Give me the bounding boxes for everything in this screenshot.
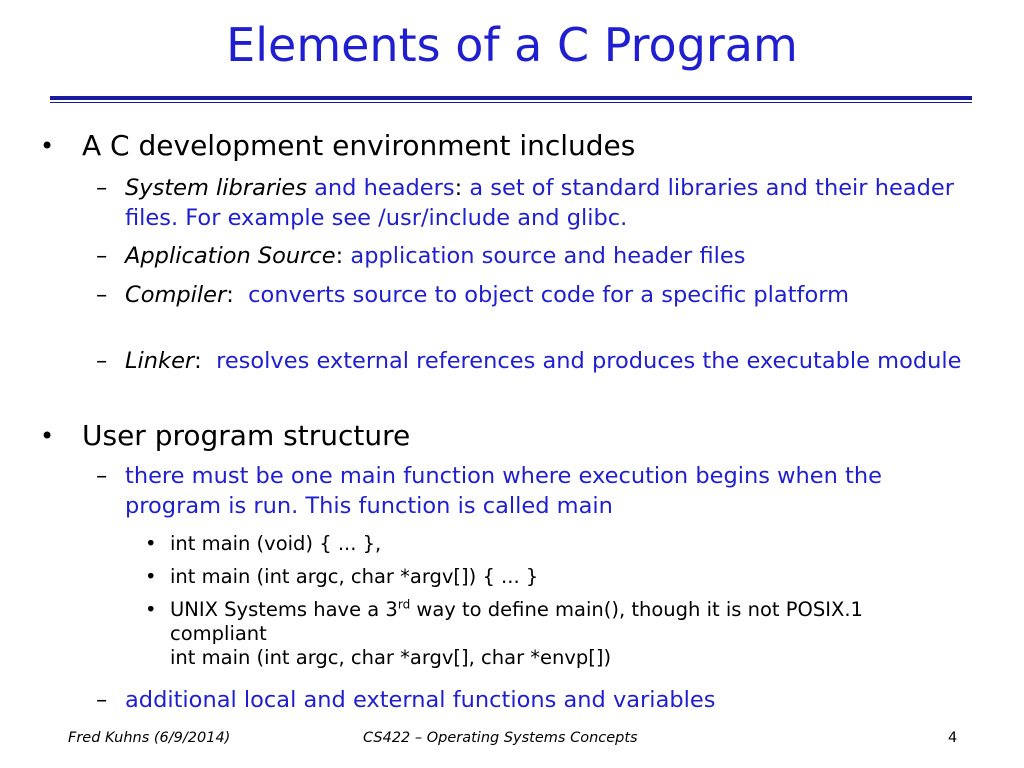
subitem-text: [125, 346, 985, 376]
term-label: Compiler: [125, 282, 227, 308]
sub-bullet-dot: •: [145, 532, 157, 555]
dash: –: [96, 243, 108, 269]
code-point-text: int main (int argc, char *argv[]) { ... }: [170, 565, 539, 588]
dash: –: [96, 463, 108, 489]
subitem-text: [125, 280, 985, 310]
dash: –: [96, 687, 108, 713]
dash: –: [96, 175, 108, 201]
point-line2: int main (int argc, char *argv[], char *envp[]): [170, 646, 612, 669]
subitem-text: additional local and external functions and variables: [125, 687, 716, 713]
footer-course: CS422 – Operating Systems Concepts: [363, 730, 638, 746]
term-desc: converts source to object code for a specific platform: [233, 282, 849, 308]
term-sep: :: [194, 348, 202, 374]
subitem-text: [125, 241, 985, 271]
bullet-dot: •: [40, 132, 55, 160]
ordinal-suffix: rd: [397, 597, 411, 612]
subitem-text: [125, 173, 985, 233]
point-pre: UNIX Systems have a 3: [170, 598, 398, 621]
term-label: Application Source: [125, 243, 336, 269]
term-sep: :: [226, 282, 234, 308]
sub-bullet-dot: •: [145, 565, 157, 588]
code-point-text: [170, 598, 960, 670]
term-desc: application source and header files: [343, 243, 746, 269]
slide-number: 4: [948, 730, 958, 746]
code-point-text: int main (void) { ... },: [170, 532, 382, 555]
term-sep: :: [454, 175, 463, 201]
term-label: System libraries: [125, 175, 307, 201]
term-desc: resolves external references and produces the executable module: [201, 348, 962, 374]
sub-bullet-dot: •: [145, 598, 157, 621]
bullet-text: User program structure: [82, 419, 411, 452]
dash: –: [96, 348, 108, 374]
subitem-text: there must be one main function where execution begins when the program is run. This function is called main: [125, 463, 882, 519]
term-label: Linker: [125, 348, 195, 374]
point-post: way to define main(), though it is not POSIX.1 compliant: [170, 598, 863, 645]
term-sep: :: [335, 243, 344, 269]
footer-author-date: Fred Kuhns (6/9/2014): [68, 730, 231, 746]
slide-title: Elements of a C Program: [226, 18, 798, 72]
term-connector: and headers: [306, 175, 455, 201]
bullet-text: A C development environment includes: [82, 129, 636, 162]
dash: –: [96, 282, 108, 308]
term-desc: a set of standard libraries and their header files. For example see /usr/include and glibc.: [125, 175, 954, 231]
bullet-dot: •: [40, 422, 55, 450]
